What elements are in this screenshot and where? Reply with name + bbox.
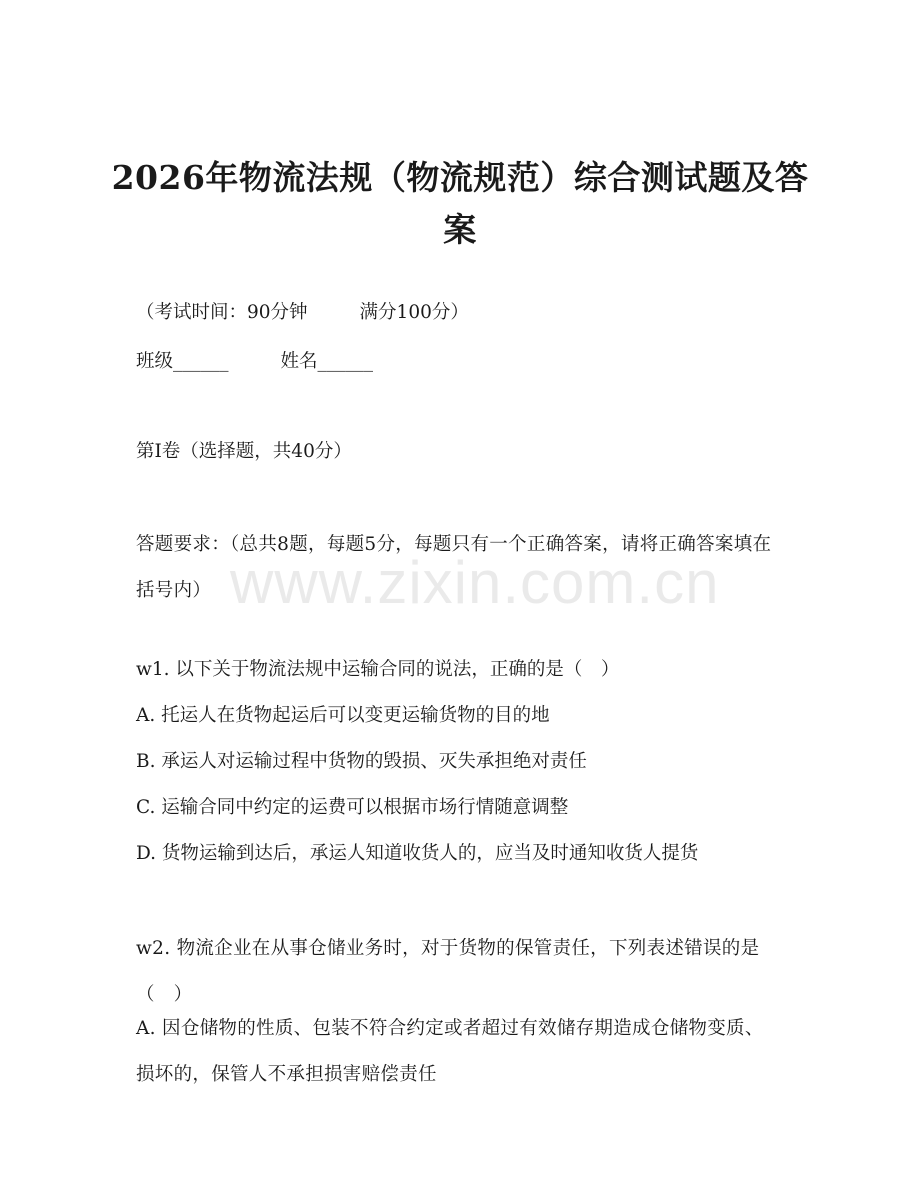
question-2-stem: w2. 物流企业在从事仓储业务时，对于货物的保管责任，下列表述错误的是（ ） (136, 938, 760, 1005)
question-1-option-d: D. 货物运输到达后，承运人知道收货人的，应当及时通知收货人提货 (136, 843, 699, 864)
section-title: 第I卷（选择题，共40分） (136, 441, 352, 462)
student-info (136, 350, 373, 374)
document-title: 2026年物流法规（物流规范）综合测试题及答案 (111, 158, 809, 249)
watermark: www.zixin.com.cn (230, 549, 720, 616)
exam-info (136, 301, 469, 325)
instructions: 答题要求：（总共8题，每题5分，每题只有一个正确答案，请将正确答案填在括号内） (136, 534, 772, 601)
question-1-option-a: A. 托运人在货物起运后可以变更运输货物的目的地 (136, 705, 550, 726)
exam-full-score: 满分100分） (359, 302, 469, 323)
question-1-option-b: B. 承运人对运输过程中货物的毁损、灭失承担绝对责任 (136, 751, 587, 772)
class-field: 班级______ (136, 351, 229, 372)
question-1-option-c: C. 运输合同中约定的运费可以根据市场行情随意调整 (136, 797, 569, 818)
question-2-option-a: A. 因仓储物的性质、包装不符合约定或者超过有效储存期造成仓储物变质、损坏的，保管人不承担损害赔偿责任 (136, 1018, 764, 1085)
question-1-stem: w1. 以下关于物流法规中运输合同的说法，正确的是（ ） (136, 659, 620, 680)
exam-time: （考试时间：90分钟 (136, 302, 308, 323)
name-field: 姓名______ (280, 351, 374, 372)
